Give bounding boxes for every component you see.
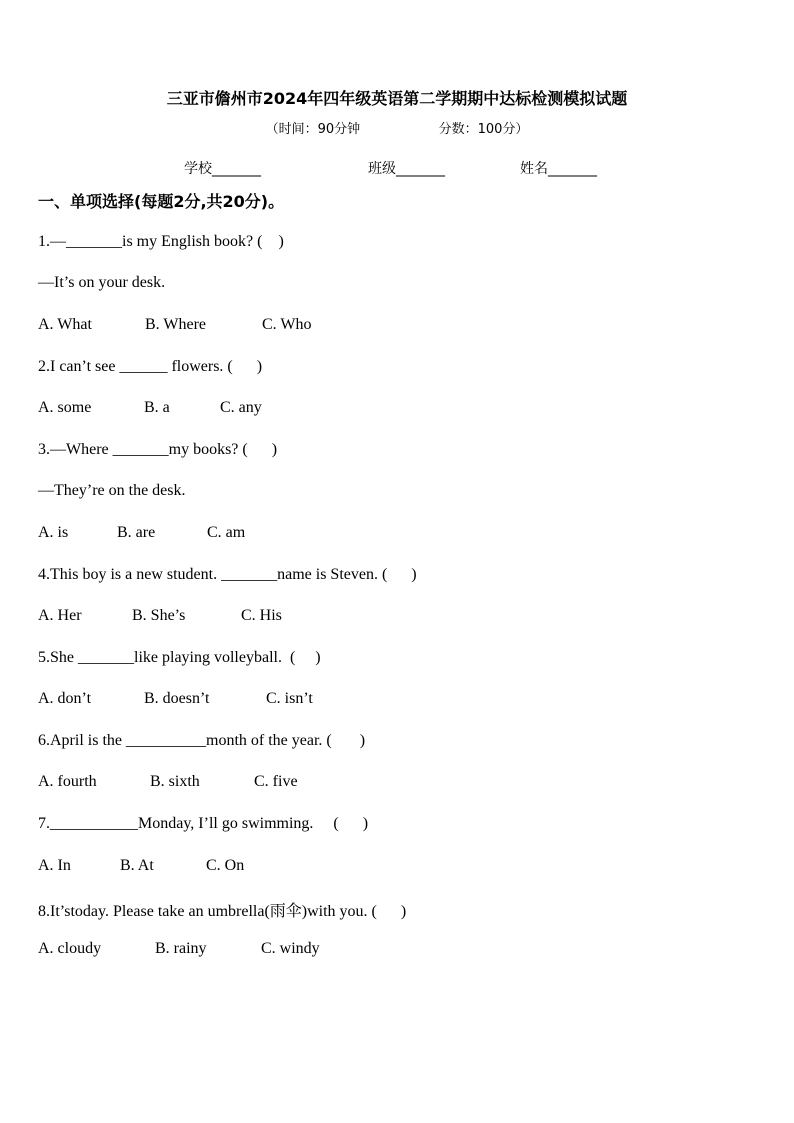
option-c: C. On [206,857,245,874]
option-b: B. rainy [155,940,207,957]
exam-subtitle: （时间：90分钟 分数：100分） [265,122,529,137]
option-a: A. don’t [38,690,92,707]
question-3-text: 3.—Where _______my books? ( ) [38,441,278,458]
option-c: C. five [254,773,298,790]
option-a: A. fourth [38,773,97,790]
question-5-text: 5.She _______like playing volleyball. ( ) [38,649,321,666]
question-7-text: 7.___________Monday, I’ll go swimming. ( ) [38,815,369,832]
option-a: A. Her [38,607,82,624]
option-a: A. is [38,524,69,541]
option-b: B. doesn’t [144,690,210,707]
option-a: A. some [38,399,92,416]
section-heading: 一、单项选择(每题2分,共20分)。 [38,192,285,211]
option-b: B. Where [145,316,207,333]
school-field: 学校_______ [184,161,261,177]
option-c: C. windy [261,940,320,957]
question-3-answer-line: —They’re on the desk. [38,482,186,499]
option-a: A. In [38,857,71,874]
question-8-text: 8.It’stoday. Please take an umbrella(雨伞)with you. ( ) [38,903,407,920]
question-1-text: 1.—_______is my English book? ( ) [38,233,284,250]
question-1-answer-line: —It’s on your desk. [38,274,166,291]
option-c: C. isn’t [266,690,313,707]
option-b: B. She’s [132,607,186,624]
option-b: B. are [117,524,156,541]
option-b: B. a [144,399,170,416]
option-a: A. cloudy [38,940,102,957]
name-field: 姓名_______ [520,161,597,177]
option-b: B. At [120,857,154,874]
question-6-text: 6.April is the __________month of the year. ( ) [38,732,366,749]
option-c: C. Who [262,316,312,333]
option-b: B. sixth [150,773,200,790]
class-field: 班级_______ [368,161,445,177]
question-2-text: 2.I can’t see ______ flowers. ( ) [38,358,263,375]
question-4-text: 4.This boy is a new student. _______name is Steven. ( ) [38,566,417,583]
option-a: A. What [38,316,92,333]
option-c: C. am [207,524,246,541]
option-c: C. His [241,607,282,624]
option-c: C. any [220,399,262,416]
exam-title: 三亚市儋州市2024年四年级英语第二学期期中达标检测模拟试题 [166,89,628,108]
